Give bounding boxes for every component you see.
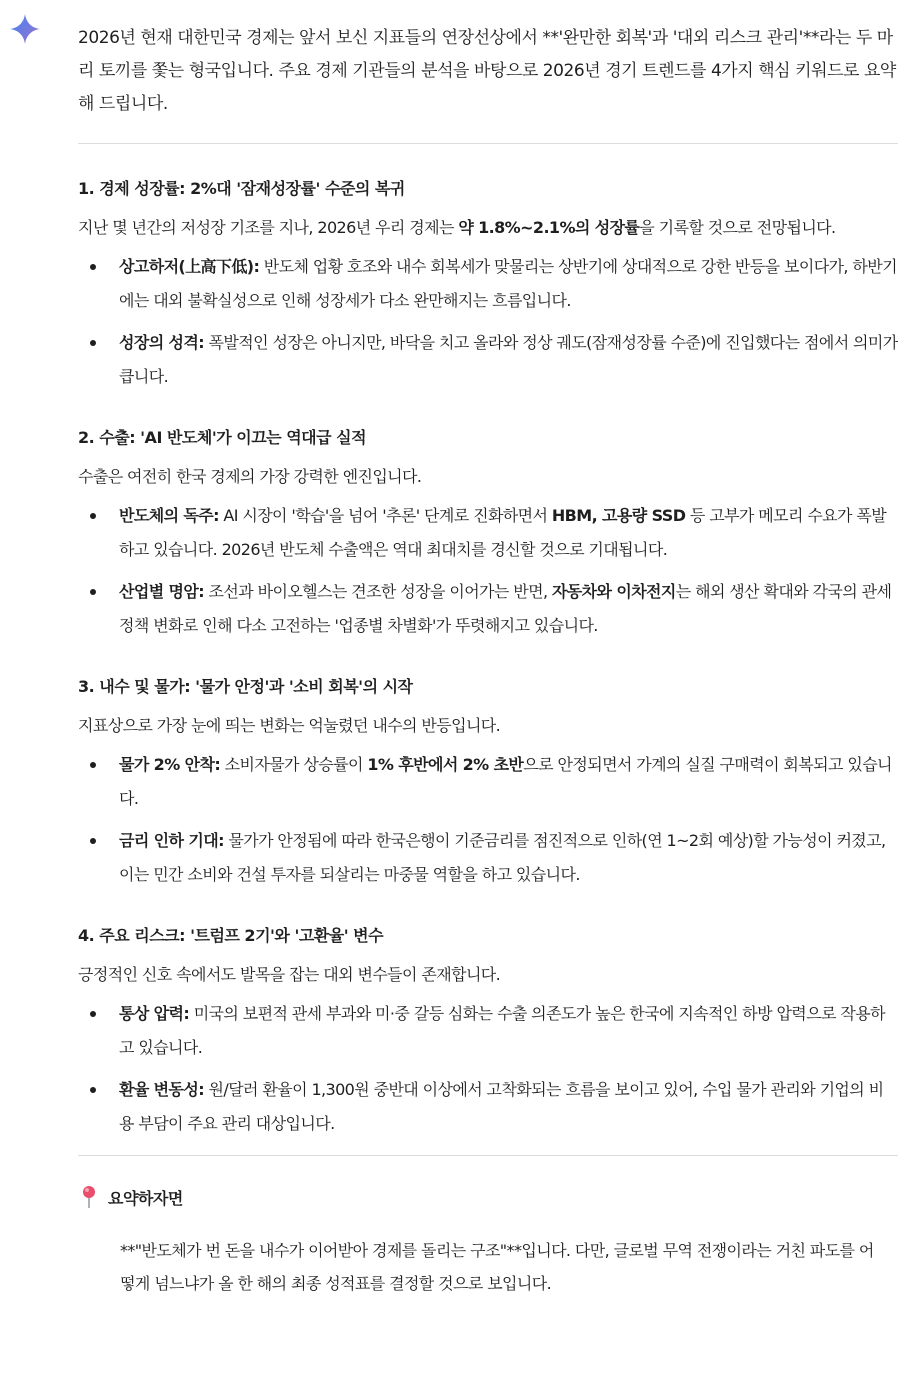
- section-heading: 3. 내수 및 물가: '물가 안정'과 '소비 회복'의 시작: [78, 677, 413, 696]
- bullet-text: 는 해외 생산 확대와 각국의 관세 정책 변화로 인해 다소 고전하는 '업종별 차별화'가 뚜렷해지고 있습니다.: [119, 582, 892, 635]
- section-heading: 4. 주요 리스크: '트럼프 2기'와 '고환율' 변수: [78, 926, 384, 945]
- bullet-dot: [90, 762, 96, 768]
- gemini-sparkle-icon: [10, 14, 40, 44]
- section-paragraph: 지표상으로 가장 눈에 띄는 변화는 억눌렸던 내수의 반등입니다.: [78, 716, 501, 735]
- bullet-item: [78, 575, 898, 643]
- bullet-bold: HBM, 고용량 SSD: [551, 506, 686, 525]
- section-growth: [78, 175, 898, 394]
- bullet-text: 등 고부가 메모리 수요가 폭발하고 있습니다. 2026년 반도체 수출액은 역대 최대치를 경신할 것으로 기대됩니다.: [119, 506, 887, 559]
- bullet-text: 폭발적인 성장은 아니지만, 바닥을 치고 올라와 정상 궤도(잠재성장률 수준)에 진입했다는 점에서 의미가 큽니다.: [119, 333, 898, 386]
- bullet-list: [78, 250, 898, 394]
- bullet-item: [78, 1073, 898, 1141]
- bullet-label: 반도체의 독주:: [119, 506, 219, 525]
- bullet-dot: [90, 264, 96, 270]
- bullet-text: 미국의 보편적 관세 부과와 미·중 갈등 심화는 수출 의존도가 높은 한국에 지속적인 하방 압력으로 작용하고 있습니다.: [119, 1004, 885, 1057]
- para-bold: 약 1.8%~2.1%의 성장률: [458, 218, 640, 237]
- bullet-label: 상고하저(上高下低):: [119, 257, 260, 276]
- bullet-label: 환율 변동성:: [119, 1080, 205, 1099]
- bullet-label: 성장의 성격:: [119, 333, 205, 352]
- bullet-item: [78, 326, 898, 394]
- bullet-item: [78, 748, 898, 816]
- section-exports: [78, 424, 898, 643]
- section-heading: 1. 경제 성장률: 2%대 '잠재성장률' 수준의 복귀: [78, 179, 405, 198]
- bullet-list: [78, 748, 898, 892]
- bullet-text: 반도체 업황 호조와 내수 회복세가 맞물리는 상반기에 상대적으로 강한 반등을 보이다가, 하반기에는 대외 불확실성으로 인해 성장세가 다소 완만해지는 흐름입니다.: [119, 257, 897, 310]
- para-text: 을 기록할 것으로 전망됩니다.: [639, 218, 836, 237]
- bullet-dot: [90, 589, 96, 595]
- bullet-label: 금리 인하 기대:: [119, 831, 224, 850]
- bullet-bold: 자동차와 이차전지: [551, 582, 676, 601]
- bullet-item: [78, 824, 898, 892]
- summary-text: **"반도체가 번 돈을 내수가 이어받아 경제를 돌리는 구조"**입니다. 다만, 글로벌 무역 전쟁이라는 거친 파도를 어떻게 넘느냐가 올 한 해의 최종 성적표를 결정할 것으로 보입니다.: [120, 1241, 874, 1293]
- bullet-dot: [90, 1011, 96, 1017]
- section-risks: [78, 922, 898, 1141]
- bullet-dot: [90, 838, 96, 844]
- section-paragraph: 긍정적인 신호 속에서도 발목을 잡는 대외 변수들이 존재합니다.: [78, 965, 501, 984]
- para-text: 지난 몇 년간의 저성장 기조를 지나, 2026년 우리 경제는: [78, 218, 459, 237]
- bullet-text: AI 시장이 '학습'을 넘어 '추론' 단계로 진화하면서: [218, 506, 552, 525]
- bullet-dot: [90, 1087, 96, 1093]
- section-paragraph: 수출은 여전히 한국 경제의 가장 강력한 엔진입니다.: [78, 467, 422, 486]
- bullet-bold: 1% 후반에서 2% 초반: [367, 755, 524, 774]
- bullet-text: 으로 안정되면서 가계의 실질 구매력이 회복되고 있습니다.: [119, 755, 892, 808]
- bullet-item: [78, 499, 898, 567]
- bullet-text: 소비자물가 상승률이: [220, 755, 368, 774]
- bullet-dot: [90, 513, 96, 519]
- bullet-item: [78, 250, 898, 318]
- response-content: [78, 22, 898, 1300]
- bullet-label: 산업별 명암:: [119, 582, 205, 601]
- bullet-text: 조선과 바이오헬스는 견조한 성장을 이어가는 반면,: [204, 582, 552, 601]
- section-paragraph: [78, 211, 898, 244]
- intro-paragraph: 2026년 현재 대한민국 경제는 앞서 보신 지표들의 연장선상에서 **'완만한 회복'과 '대외 리스크 관리'**라는 두 마리 토끼를 쫓는 형국입니다. 주요 경제 기관들의 분석을 바탕으로 2026년 경기 트렌드를 4가지 핵심 키워드로 요약해 드립니다.: [78, 28, 896, 114]
- pushpin-icon: [80, 1185, 98, 1209]
- bullet-label: 물가 2% 안착:: [119, 755, 221, 774]
- section-heading: 2. 수출: 'AI 반도체'가 이끄는 역대급 실적: [78, 428, 367, 447]
- divider-bottom: [78, 1155, 898, 1156]
- summary-header: [78, 1182, 898, 1212]
- section-domestic: [78, 673, 898, 892]
- bullet-list: [78, 499, 898, 643]
- bullet-item: [78, 997, 898, 1065]
- bullet-text: 물가가 안정됨에 따라 한국은행이 기준금리를 점진적으로 인하(연 1~2회 예상)할 가능성이 커졌고, 이는 민간 소비와 건설 투자를 되살리는 마중물 역할을 하고 있습니다.: [119, 831, 886, 884]
- bullet-list: [78, 997, 898, 1141]
- bullet-text: 원/달러 환율이 1,300원 중반대 이상에서 고착화되는 흐름을 보이고 있어, 수입 물가 관리와 기업의 비용 부담이 주요 관리 대상입니다.: [119, 1080, 884, 1133]
- bullet-dot: [90, 340, 96, 346]
- bullet-label: 통상 압력:: [119, 1004, 190, 1023]
- divider-top: [78, 143, 898, 144]
- summary-title: 요약하자면: [108, 1188, 183, 1208]
